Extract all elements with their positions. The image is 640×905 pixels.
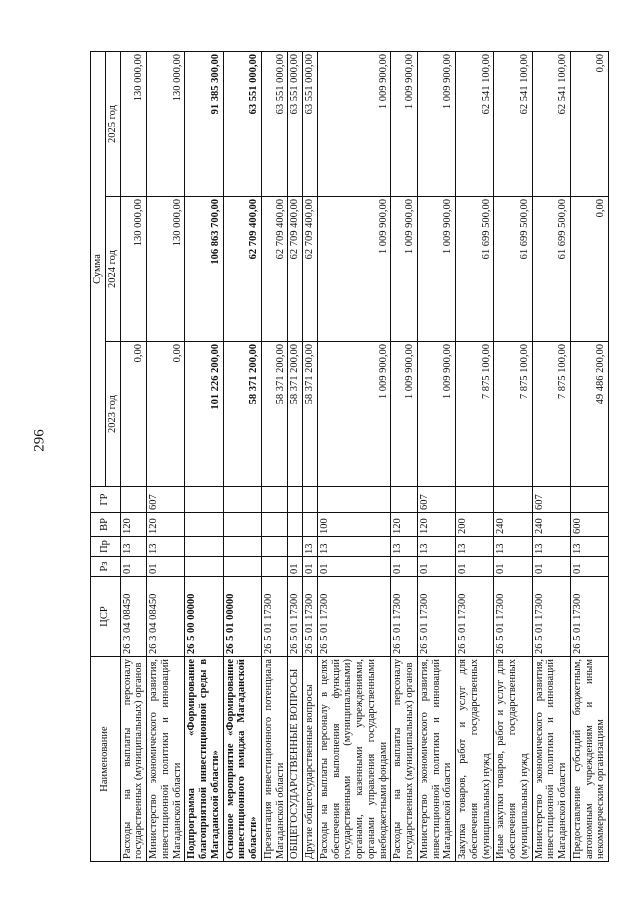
- row-name-cell: Другие общегосударственные вопросы: [303, 657, 318, 862]
- row-pr-cell: [261, 537, 288, 557]
- row-csr-cell: 26 5 01 17300: [456, 577, 494, 657]
- row-2024-cell: 62 709 400,00: [223, 197, 261, 342]
- row-pr-cell: 13: [570, 537, 608, 557]
- row-2023-cell: 101 226 200,00: [185, 342, 223, 487]
- row-pr-cell: 13: [494, 537, 532, 557]
- row-vr-cell: [261, 513, 288, 537]
- row-pr-cell: 13: [303, 537, 318, 557]
- row-csr-cell: 26 3 04 08450: [147, 577, 185, 657]
- row-2024-cell: 1 009 900,00: [391, 197, 418, 342]
- row-2024-cell: 1 009 900,00: [317, 197, 391, 342]
- header-rz: Рз: [91, 557, 121, 577]
- table-row: [391, 52, 418, 862]
- row-2023-cell: 1 009 900,00: [391, 342, 418, 487]
- row-vr-cell: 120: [417, 513, 455, 537]
- table-row: [494, 52, 532, 862]
- row-2024-cell: 130 000,00: [147, 197, 185, 342]
- row-rz-cell: 01: [417, 557, 455, 577]
- row-2024-cell: 0,00: [570, 197, 608, 342]
- row-name-cell: Министерство экономического развития, инвестиционной политики и инноваций Магаданской области: [532, 657, 570, 862]
- row-gr-cell: [303, 487, 318, 513]
- row-rz-cell: 01: [570, 557, 608, 577]
- row-2025-cell: 63 551 000,00: [303, 52, 318, 197]
- row-name-cell: Министерство экономического развития, инвестиционной политики и инноваций Магаданской области: [417, 657, 455, 862]
- budget-table: [90, 51, 609, 862]
- row-gr-cell: 607: [532, 487, 570, 513]
- header-vr: ВР: [91, 513, 121, 537]
- table-row: [261, 52, 288, 862]
- row-name-cell: Основное мероприятие «Формирование инвестиционного имиджа Магаданской области»: [223, 657, 261, 862]
- row-2025-cell: 62 541 100,00: [532, 52, 570, 197]
- row-vr-cell: 200: [456, 513, 494, 537]
- row-csr-cell: 26 5 01 17300: [317, 577, 391, 657]
- row-2024-cell: 61 699 500,00: [456, 197, 494, 342]
- row-2024-cell: 61 699 500,00: [494, 197, 532, 342]
- row-pr-cell: 13: [317, 537, 391, 557]
- row-name-cell: Расходы на выплаты персоналу в целях обеспечения выполнения функций государственными (муниципальными) органами, казенными учреждениями, органами управления государственными внебюджетными фондами: [317, 657, 391, 862]
- row-csr-cell: 26 5 01 00000: [223, 577, 261, 657]
- row-gr-cell: [456, 487, 494, 513]
- row-pr-cell: 13: [456, 537, 494, 557]
- row-2025-cell: 130 000,00: [120, 52, 147, 197]
- row-2025-cell: 1 009 900,00: [391, 52, 418, 197]
- row-gr-cell: [494, 487, 532, 513]
- row-vr-cell: 240: [494, 513, 532, 537]
- header-2024: 2024 год: [105, 197, 120, 342]
- row-name-cell: Расходы на выплаты персоналу государственных (муниципальных) органов: [120, 657, 147, 862]
- row-2025-cell: 1 009 900,00: [317, 52, 391, 197]
- row-csr-cell: 26 5 01 17300: [532, 577, 570, 657]
- row-2024-cell: 62 709 400,00: [261, 197, 288, 342]
- row-2023-cell: 0,00: [120, 342, 147, 487]
- row-vr-cell: 120: [147, 513, 185, 537]
- row-rz-cell: 01: [120, 557, 147, 577]
- row-2024-cell: 1 009 900,00: [417, 197, 455, 342]
- header-2023: 2023 год: [105, 342, 120, 487]
- row-vr-cell: 120: [120, 513, 147, 537]
- row-rz-cell: [185, 557, 223, 577]
- row-csr-cell: 26 5 01 17300: [494, 577, 532, 657]
- row-gr-cell: [288, 487, 303, 513]
- row-gr-cell: [391, 487, 418, 513]
- row-2023-cell: 49 486 200,00: [570, 342, 608, 487]
- row-vr-cell: 240: [532, 513, 570, 537]
- table-row: [570, 52, 608, 862]
- header-2025: 2025 год: [105, 52, 120, 197]
- row-rz-cell: 01: [317, 557, 391, 577]
- row-2024-cell: 62 709 400,00: [288, 197, 303, 342]
- table-row: [456, 52, 494, 862]
- row-pr-cell: 13: [391, 537, 418, 557]
- row-2025-cell: 63 551 000,00: [288, 52, 303, 197]
- table-row: [317, 52, 391, 862]
- table-body: [120, 52, 609, 862]
- row-csr-cell: 26 5 01 17300: [303, 577, 318, 657]
- row-2023-cell: 7 875 100,00: [456, 342, 494, 487]
- row-pr-cell: [185, 537, 223, 557]
- table-row: [417, 52, 455, 862]
- row-vr-cell: 600: [570, 513, 608, 537]
- table-row: [185, 52, 223, 862]
- row-2023-cell: 58 371 200,00: [223, 342, 261, 487]
- table-row: [223, 52, 261, 862]
- row-pr-cell: [288, 537, 303, 557]
- row-pr-cell: 13: [120, 537, 147, 557]
- header-csr: ЦСР: [91, 577, 121, 657]
- row-rz-cell: 01: [391, 557, 418, 577]
- row-rz-cell: [261, 557, 288, 577]
- page-number: 296: [31, 429, 48, 452]
- row-name-cell: Презентация инвестиционного потенциала Магаданской области: [261, 657, 288, 862]
- table-row: [303, 52, 318, 862]
- row-vr-cell: [303, 513, 318, 537]
- row-2025-cell: 62 541 100,00: [456, 52, 494, 197]
- row-gr-cell: 607: [147, 487, 185, 513]
- row-pr-cell: 13: [532, 537, 570, 557]
- row-2025-cell: 63 551 000,00: [223, 52, 261, 197]
- row-name-cell: Закупка товаров, работ и услуг для обеспечения государственных (муниципальных) нужд: [456, 657, 494, 862]
- row-2023-cell: 1 009 900,00: [417, 342, 455, 487]
- row-2024-cell: 61 699 500,00: [532, 197, 570, 342]
- table-row: [147, 52, 185, 862]
- budget-table-container: [90, 52, 635, 862]
- row-csr-cell: 26 5 01 17300: [570, 577, 608, 657]
- row-csr-cell: 26 5 01 17300: [391, 577, 418, 657]
- row-vr-cell: 120: [391, 513, 418, 537]
- row-2025-cell: 63 551 000,00: [261, 52, 288, 197]
- row-pr-cell: 13: [147, 537, 185, 557]
- row-name-cell: Предоставление субсидий бюджетным, автономным учреждениям и иным некоммерческим организациям: [570, 657, 608, 862]
- row-2023-cell: 0,00: [147, 342, 185, 487]
- row-vr-cell: [185, 513, 223, 537]
- row-name-cell: Расходы на выплаты персоналу государственных (муниципальных) органов: [391, 657, 418, 862]
- row-rz-cell: [223, 557, 261, 577]
- row-gr-cell: [317, 487, 391, 513]
- row-csr-cell: 26 5 01 17300: [288, 577, 303, 657]
- header-gr: ГР: [91, 487, 121, 513]
- row-2023-cell: 58 371 200,00: [261, 342, 288, 487]
- row-gr-cell: [570, 487, 608, 513]
- row-pr-cell: [223, 537, 261, 557]
- row-csr-cell: 26 3 04 08450: [120, 577, 147, 657]
- row-rz-cell: 01: [456, 557, 494, 577]
- row-vr-cell: 100: [317, 513, 391, 537]
- row-2023-cell: 7 875 100,00: [494, 342, 532, 487]
- row-gr-cell: [120, 487, 147, 513]
- row-2025-cell: 130 000,00: [147, 52, 185, 197]
- row-2023-cell: 7 875 100,00: [532, 342, 570, 487]
- row-pr-cell: 13: [417, 537, 455, 557]
- row-2025-cell: 91 385 300,00: [185, 52, 223, 197]
- row-name-cell: Иные закупки товаров, работ и услуг для обеспечения государственных (муниципальных) нужд: [494, 657, 532, 862]
- row-name-cell: ОБЩЕГОСУДАРСТВЕННЫЕ ВОПРОСЫ: [288, 657, 303, 862]
- row-2023-cell: 1 009 900,00: [317, 342, 391, 487]
- header-pr: Пр: [91, 537, 121, 557]
- row-2025-cell: 0,00: [570, 52, 608, 197]
- header-name: Наименование: [91, 657, 121, 862]
- table-row: [120, 52, 147, 862]
- row-rz-cell: 01: [303, 557, 318, 577]
- row-csr-cell: 26 5 00 00000: [185, 577, 223, 657]
- row-2025-cell: 62 541 100,00: [494, 52, 532, 197]
- row-vr-cell: [223, 513, 261, 537]
- row-gr-cell: [261, 487, 288, 513]
- row-name-cell: Министерство экономического развития, инвестиционной политики и инноваций Магаданской области: [147, 657, 185, 862]
- row-2024-cell: 130 000,00: [120, 197, 147, 342]
- row-rz-cell: 01: [288, 557, 303, 577]
- table-row: [288, 52, 303, 862]
- row-2025-cell: 1 009 900,00: [417, 52, 455, 197]
- row-name-cell: Подпрограмма «Формирование благоприятной инвестиционной среды в Магаданской области»: [185, 657, 223, 862]
- header-sum: Сумма: [91, 52, 106, 487]
- row-gr-cell: [185, 487, 223, 513]
- header-row: [91, 52, 106, 862]
- row-vr-cell: [288, 513, 303, 537]
- row-csr-cell: 26 5 01 17300: [417, 577, 455, 657]
- row-rz-cell: 01: [147, 557, 185, 577]
- row-gr-cell: 607: [417, 487, 455, 513]
- row-gr-cell: [223, 487, 261, 513]
- row-rz-cell: 01: [532, 557, 570, 577]
- row-2024-cell: 106 863 700,00: [185, 197, 223, 342]
- row-csr-cell: 26 5 01 17300: [261, 577, 288, 657]
- table-row: [532, 52, 570, 862]
- row-2024-cell: 62 709 400,00: [303, 197, 318, 342]
- row-rz-cell: 01: [494, 557, 532, 577]
- row-2023-cell: 58 371 200,00: [288, 342, 303, 487]
- row-2023-cell: 58 371 200,00: [303, 342, 318, 487]
